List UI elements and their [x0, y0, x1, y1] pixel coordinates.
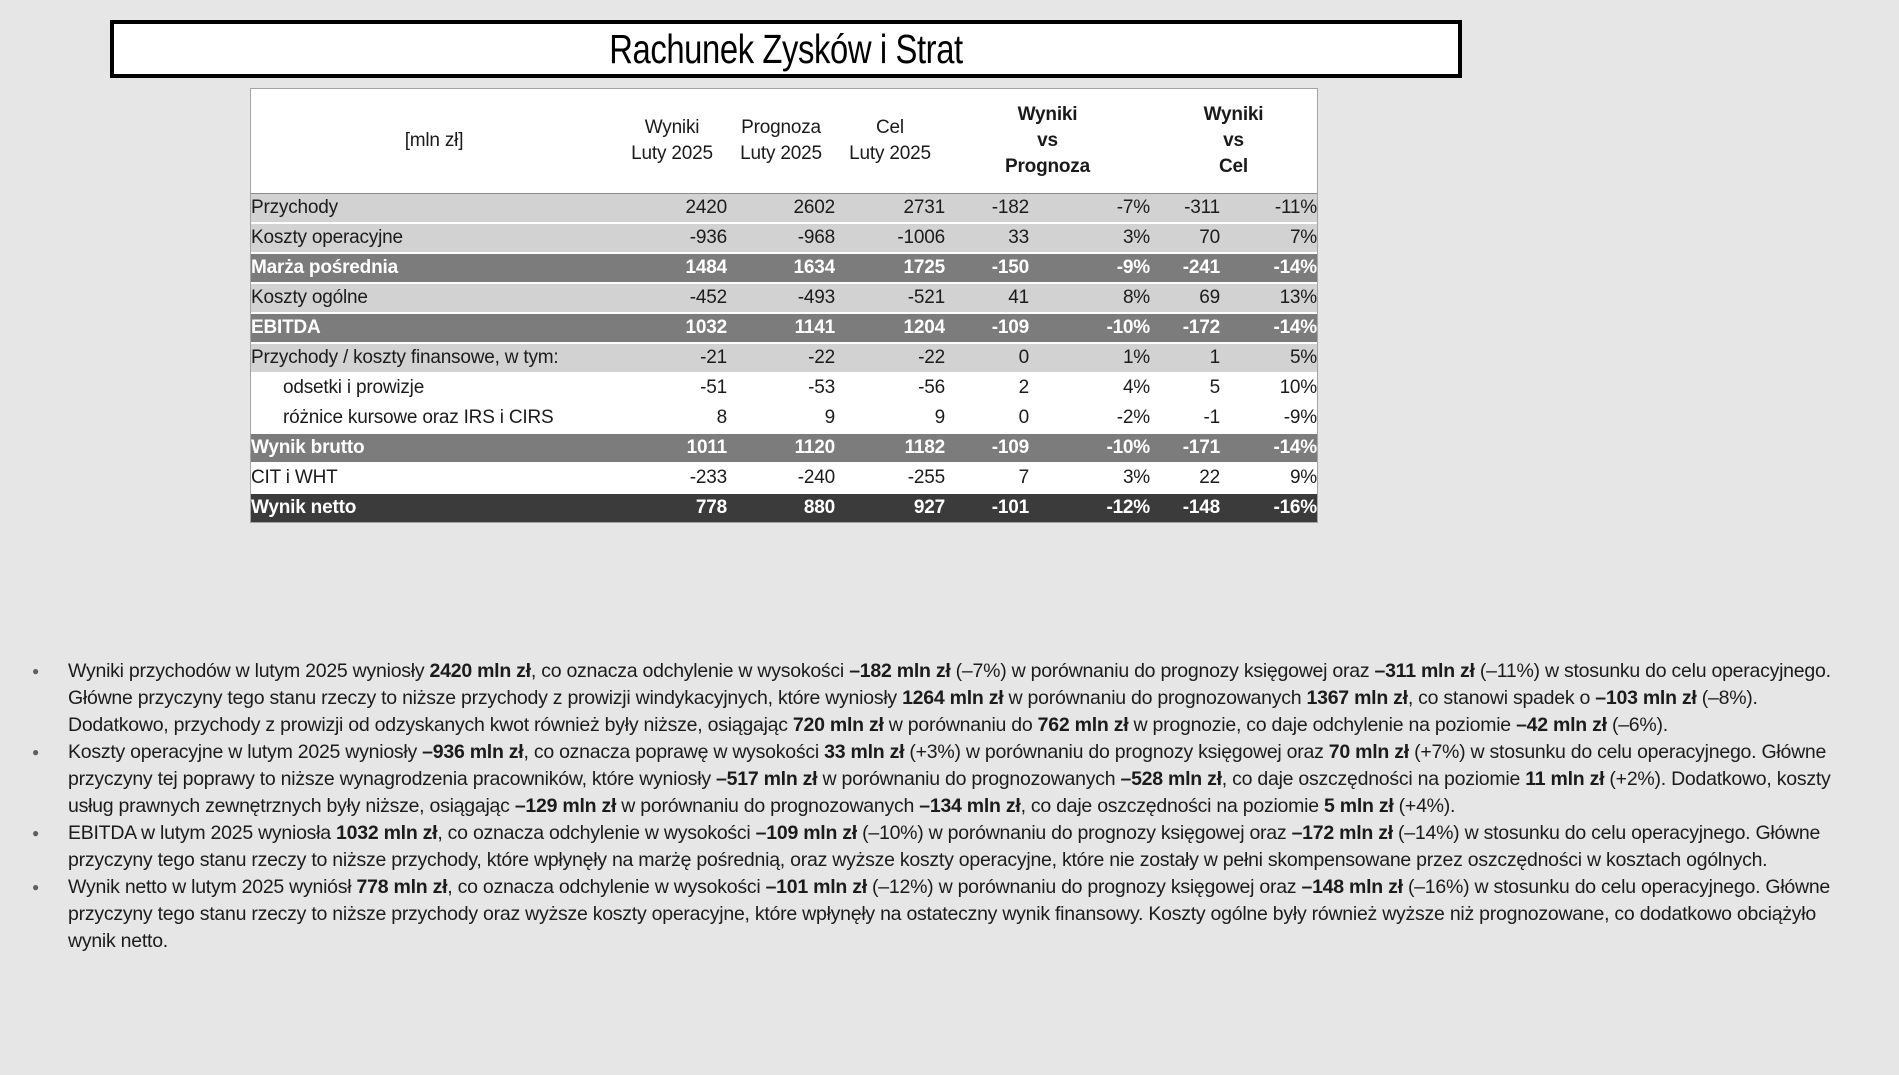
text-run: (–7%) w porównaniu do prognozy księgowej oraz	[950, 660, 1375, 682]
cell-value: 41	[945, 283, 1029, 313]
text-run: –109 mln zł	[755, 822, 857, 844]
row-label: EBITDA	[251, 313, 617, 343]
column-header	[945, 89, 1150, 193]
cell-percent: 9%	[1220, 463, 1317, 493]
cell-value: 1032	[617, 313, 727, 343]
text-run: (+7%) w stosunku do celu operacyjnego. Główne przyczyny tej poprawy to niższe wynagrodzenia pracowników, które wyniosły	[68, 741, 1827, 790]
bullet-icon: ●	[32, 826, 39, 840]
text-run: –528 mln zł	[1120, 768, 1222, 790]
cell-value: 927	[835, 493, 945, 522]
text-run: Wyniki przychodów w lutym 2025 wyniosły	[68, 660, 430, 682]
text-run: –129 mln zł	[514, 795, 617, 817]
row-label: CIT i WHT	[251, 463, 617, 493]
text-run: –172 mln zł	[1291, 822, 1393, 844]
cell-percent: 5%	[1220, 343, 1317, 373]
text-run: w porównaniu do prognozowanych	[616, 795, 920, 817]
table-row	[251, 313, 1317, 343]
title-box	[110, 20, 1462, 78]
column-header-line: Wyniki	[644, 116, 700, 138]
cell-percent: -10%	[1029, 313, 1150, 343]
cell-value: 9	[727, 403, 835, 433]
cell-percent: 8%	[1029, 283, 1150, 313]
cell-value: 69	[1150, 283, 1220, 313]
cell-value: -521	[835, 283, 945, 313]
cell-value: -255	[835, 463, 945, 493]
text-run: (–6%).	[1606, 714, 1668, 736]
cell-value: 880	[727, 493, 835, 522]
cell-value: 70	[1150, 223, 1220, 253]
text-run: 33 mln zł	[824, 741, 905, 763]
cell-percent: -14%	[1220, 313, 1317, 343]
column-header-line: Luty 2025	[740, 142, 822, 164]
cell-percent: 3%	[1029, 463, 1150, 493]
cell-value: 1634	[727, 253, 835, 283]
cell-value: 1204	[835, 313, 945, 343]
bullet-icon: ●	[32, 880, 39, 894]
text-run: , co daje oszczędności na poziomie	[1020, 795, 1324, 817]
text-run: , co oznacza odchylenie w wysokości	[447, 876, 766, 898]
cell-value: 33	[945, 223, 1029, 253]
header-row	[251, 89, 1317, 193]
column-header	[1150, 89, 1317, 193]
cell-percent: -14%	[1220, 253, 1317, 283]
column-header	[727, 89, 835, 193]
text-run: 70 mln zł	[1328, 741, 1409, 763]
cell-value: 7	[945, 463, 1029, 493]
cell-value: -150	[945, 253, 1029, 283]
cell-value: 2602	[727, 193, 835, 223]
text-run: –182 mln zł	[849, 660, 951, 682]
column-header-line: Cel	[1219, 155, 1248, 177]
page-title: Rachunek Zysków i Strat	[609, 25, 963, 72]
cell-value: -1006	[835, 223, 945, 253]
cell-value: -172	[1150, 313, 1220, 343]
text-run: (–8%). Dodatkowo, przychody z prowizji od odzyskanych kwot również były niższe, osiągając	[68, 687, 1758, 736]
unit-label: [mln zł]	[404, 129, 464, 151]
cell-value: 1182	[835, 433, 945, 463]
row-label: Marża pośrednia	[251, 253, 617, 283]
column-header-line: Wyniki	[1017, 103, 1078, 125]
text-run: Koszty operacyjne w lutym 2025 wyniosły	[68, 741, 423, 763]
text-run: (+3%) w porównaniu do prognozy księgowej oraz	[904, 741, 1329, 763]
cell-percent: 13%	[1220, 283, 1317, 313]
cell-percent: -9%	[1220, 403, 1317, 433]
cell-percent: -9%	[1029, 253, 1150, 283]
cell-value: 1011	[617, 433, 727, 463]
cell-value: -182	[945, 193, 1029, 223]
bullet-icon: ●	[32, 664, 39, 678]
cell-value: -968	[727, 223, 835, 253]
text-run: (–12%) w porównaniu do prognozy księgowej oraz	[866, 876, 1302, 898]
text-run: , co oznacza poprawę w wysokości	[523, 741, 825, 763]
table-row	[251, 373, 1317, 403]
table-header	[251, 89, 1317, 193]
table-row	[251, 253, 1317, 283]
text-run: 2420 mln zł	[429, 660, 531, 682]
text-run: –134 mln zł	[919, 795, 1021, 817]
table-row	[251, 433, 1317, 463]
text-run: 1032 mln zł	[336, 822, 438, 844]
column-header-line: Cel	[876, 116, 904, 138]
table-row	[251, 223, 1317, 253]
cell-percent: 4%	[1029, 373, 1150, 403]
row-label: różnice kursowe oraz IRS i CIRS	[251, 403, 617, 433]
text-run: (–11%) w stosunku do celu operacyjnego. Główne przyczyny tego stanu rzeczy to niższe przychody z prowizji windykacyjnych, które wyniosły	[68, 660, 1831, 709]
text-run: 778 mln zł	[356, 876, 448, 898]
cell-value: -493	[727, 283, 835, 313]
cell-value: -936	[617, 223, 727, 253]
text-run: , co daje oszczędności na poziomie	[1221, 768, 1526, 790]
bullet-icon: ●	[32, 745, 39, 759]
cell-value: 22	[1150, 463, 1220, 493]
text-run: EBITDA w lutym 2025 wyniosła	[68, 822, 337, 844]
text-run: 11 mln zł	[1525, 768, 1605, 790]
table-row	[251, 463, 1317, 493]
column-header	[835, 89, 945, 193]
column-header-line: Luty 2025	[849, 142, 931, 164]
cell-percent: 10%	[1220, 373, 1317, 403]
cell-value: -101	[945, 493, 1029, 522]
row-label: Koszty operacyjne	[251, 223, 617, 253]
column-header-line: Prognoza	[741, 116, 821, 138]
cell-value: 2	[945, 373, 1029, 403]
cell-percent: 3%	[1029, 223, 1150, 253]
table-row	[251, 403, 1317, 433]
text-run: , co oznacza odchylenie w wysokości	[437, 822, 756, 844]
row-label: odsetki i prowizje	[251, 373, 617, 403]
cell-value: 0	[945, 403, 1029, 433]
table-row	[251, 493, 1317, 522]
pnl-table	[251, 89, 1317, 522]
cell-percent: -2%	[1029, 403, 1150, 433]
table-row	[251, 193, 1317, 223]
cell-value: -51	[617, 373, 727, 403]
bullet-item	[30, 820, 1862, 874]
cell-value: -452	[617, 283, 727, 313]
cell-value: -109	[945, 433, 1029, 463]
column-header-line: vs	[1223, 129, 1244, 151]
cell-value: 1120	[727, 433, 835, 463]
text-run: –936 mln zł	[422, 741, 524, 763]
cell-value: -240	[727, 463, 835, 493]
cell-value: 8	[617, 403, 727, 433]
text-run: , co stanowi spadek o	[1407, 687, 1596, 709]
text-run: –42 mln zł	[1516, 714, 1607, 736]
text-run: (+4%).	[1393, 795, 1456, 817]
column-header-line: vs	[1037, 129, 1058, 151]
text-run: 5 mln zł	[1323, 795, 1394, 817]
cell-percent: -10%	[1029, 433, 1150, 463]
cell-value: 5	[1150, 373, 1220, 403]
cell-value: 9	[835, 403, 945, 433]
cell-value: -233	[617, 463, 727, 493]
text-run: –311 mln zł	[1374, 660, 1475, 682]
cell-percent: 7%	[1220, 223, 1317, 253]
row-label: Koszty ogólne	[251, 283, 617, 313]
text-run: w porównaniu do	[883, 714, 1038, 736]
text-run: –148 mln zł	[1301, 876, 1403, 898]
bullet-item	[30, 874, 1862, 955]
cell-value: 1141	[727, 313, 835, 343]
text-run: –101 mln zł	[765, 876, 867, 898]
commentary-bullet-list	[30, 658, 1862, 955]
cell-value: -22	[835, 343, 945, 373]
row-label: Wynik netto	[251, 493, 617, 522]
cell-value: 1	[1150, 343, 1220, 373]
table-row	[251, 283, 1317, 313]
table-row	[251, 343, 1317, 373]
cell-value: -53	[727, 373, 835, 403]
cell-value: -22	[727, 343, 835, 373]
cell-percent: 1%	[1029, 343, 1150, 373]
text-run: (–16%) w stosunku do celu operacyjnego. Główne przyczyny tego stanu rzeczy to niższe przychody oraz wyższe koszty operacyjne, które wpłynęły na ostateczny wynik finansowy. Koszty ogólne były również wyższe niż prognozowane, co dodatkowo obciążyło wynik netto.	[68, 876, 1831, 952]
cell-value: 0	[945, 343, 1029, 373]
text-run: , co oznacza odchylenie w wysokości	[530, 660, 850, 682]
table-body	[251, 193, 1317, 522]
pnl-table-container	[250, 88, 1318, 523]
cell-value: -148	[1150, 493, 1220, 522]
text-run: (–14%) w stosunku do celu operacyjnego. Główne przyczyny tego stanu rzeczy to niższe przychody, które wpłynęły na marżę pośrednią, oraz wyższe koszty operacyjne, które nie zostały w pełni skompensowane przez oszczędności w kosztach ogólnych.	[68, 822, 1821, 871]
cell-value: -241	[1150, 253, 1220, 283]
text-run: (–10%) w porównaniu do prognozy księgowej oraz	[856, 822, 1292, 844]
column-header-line: Luty 2025	[631, 142, 713, 164]
cell-value: -1	[1150, 403, 1220, 433]
text-run: Wynik netto w lutym 2025 wyniósł	[68, 876, 357, 898]
row-label: Wynik brutto	[251, 433, 617, 463]
cell-value: -311	[1150, 193, 1220, 223]
cell-percent: -14%	[1220, 433, 1317, 463]
text-run: w porównaniu do prognozowanych	[1003, 687, 1307, 709]
text-run: w prognozie, co daje odchylenie na poziomie	[1128, 714, 1517, 736]
row-label: Przychody	[251, 193, 617, 223]
column-header	[617, 89, 727, 193]
cell-value: 2420	[617, 193, 727, 223]
text-run: 720 mln zł	[792, 714, 884, 736]
cell-percent: -11%	[1220, 193, 1317, 223]
cell-percent: -7%	[1029, 193, 1150, 223]
cell-percent: -12%	[1029, 493, 1150, 522]
column-header-line: Wyniki	[1203, 103, 1264, 125]
text-run: –517 mln zł	[716, 768, 818, 790]
cell-percent: -16%	[1220, 493, 1317, 522]
text-run: 762 mln zł	[1037, 714, 1129, 736]
cell-value: 778	[617, 493, 727, 522]
cell-value: -56	[835, 373, 945, 403]
text-run: (+2%). Dodatkowo, koszty usług prawnych zewnętrznych były niższe, osiągając	[68, 768, 1831, 817]
cell-value: 1484	[617, 253, 727, 283]
cell-value: -109	[945, 313, 1029, 343]
text-run: 1264 mln zł	[902, 687, 1004, 709]
cell-value: 1725	[835, 253, 945, 283]
cell-value: 2731	[835, 193, 945, 223]
bullet-item	[30, 739, 1862, 820]
text-run: w porównaniu do prognozowanych	[817, 768, 1121, 790]
bullet-item	[30, 658, 1862, 739]
unit-label-cell	[251, 89, 617, 193]
cell-value: -171	[1150, 433, 1220, 463]
column-header-line: Prognoza	[1005, 155, 1090, 177]
text-run: 1367 mln zł	[1306, 687, 1408, 709]
text-run: –103 mln zł	[1595, 687, 1697, 709]
row-label: Przychody / koszty finansowe, w tym:	[251, 343, 617, 373]
cell-value: -21	[617, 343, 727, 373]
